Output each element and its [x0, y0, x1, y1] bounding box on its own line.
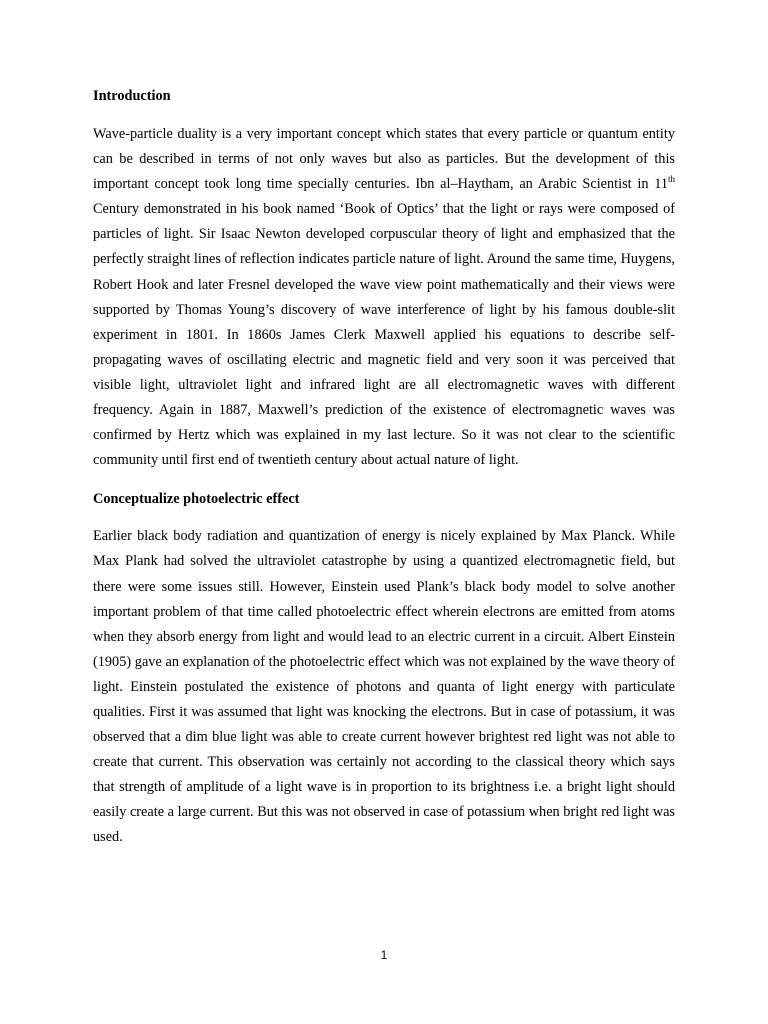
section-heading-photoelectric: Conceptualize photoelectric effect — [93, 491, 300, 508]
introduction-text-before: Wave-particle duality is a very important concept which states that every particle or quantum entity can be described in terms of not only waves but also as particles. But the development of this important concept took long time specially centuries. Ibn al–Haytham, an Arabic Scientist in 11 — [93, 126, 675, 193]
page-content — [93, 86, 675, 851]
photoelectric-paragraph: Earlier black body radiation and quantization of energy is nicely explained by Max Planck. While Max Plank had solved the ultraviolet catastrophe by using a quantized electromagnetic field, but there were some issues still. However, Einstein used Plank’s black body model to solve another important problem of that time called photoelectric effect wherein electrons are emitted from atoms when they absorb energy from light and would lead to an electric current in a circuit. Albert Einstein (1905) gave an explanation of the photoelectric effect which was not explained by the wave theory of light. Einstein postulated the existence of photons and quanta of light energy with particulate qualities. First it was assumed that light was knocking the electrons. But in case of potassium, it was observed that a dim blue light was able to create current however brightest red light was not able to create that current. This observation was certainly not according to the classical theory which says that strength of amplitude of a light wave is in proportion to its brightness i.e. a bright light should easily create a large current. But this was not observed in case of potassium when bright red light was used. — [93, 528, 675, 846]
introduction-paragraph — [93, 122, 675, 473]
introduction-text-after: Century demonstrated in his book named ‘Book of Optics’ that the light or rays were composed of particles of light. Sir Isaac Newton developed corpuscular theory of light and emphasized that the perfectly straight lines of reflection indicates particle nature of light. Around the same time, Huygens, Robert Hook and later Fresnel developed the wave view point mathematically and their views were supported by Thomas Young’s discovery of wave interference of light by his famous double-slit experiment in 1801. In 1860s James Clerk Maxwell applied his equations to describe self-propagating waves of oscillating electric and magnetic field and very soon it was perceived that visible light, ultraviolet light and infrared light are all electromagnetic waves with different frequency. Again in 1887, Maxwell’s prediction of the existence of electromagnetic waves was confirmed by Hertz which was explained in my last lecture. So it was not clear to the scientific community until first end of twentieth century about actual nature of light. — [93, 201, 675, 469]
ordinal-superscript: th — [667, 174, 675, 185]
section-heading-introduction: Introduction — [93, 88, 171, 104]
page-number: 1 — [380, 948, 388, 962]
